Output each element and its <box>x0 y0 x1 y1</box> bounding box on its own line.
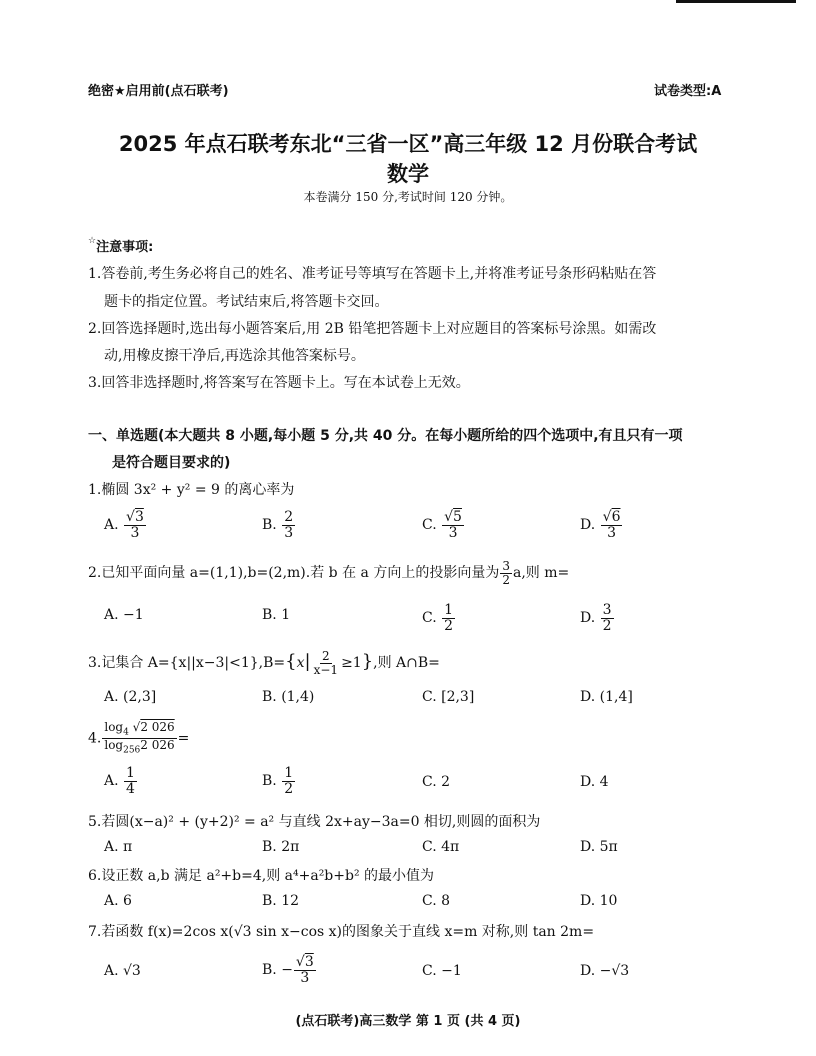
q4-option-b: B. $\frac{1}{2}$ <box>262 765 294 797</box>
q5-option-a: A. π <box>104 839 133 855</box>
q5-option-b: B. 2π <box>262 839 300 855</box>
question-5-stem: 5.若圆(x−a)² + (y+2)² = a² 与直线 2x+ay−3a=0 相切,则圆的面积为 <box>88 814 541 830</box>
q2-option-b: B. 1 <box>262 607 291 623</box>
q5-option-d: D. 5π <box>580 839 618 855</box>
q4-option-c: C. 2 <box>422 774 451 790</box>
q3-option-a: A. (2,3] <box>104 689 157 705</box>
q1-option-d: D. $\frac{√6}{3}$ <box>580 509 621 541</box>
q3-option-b: B. (1,4) <box>262 689 315 705</box>
notice-item: 2.回答选择题时,选出每小题答案后,用 2B 铅笔把答题卡上对应题目的答案标号涂黑。如需改 <box>88 321 657 337</box>
q6-option-a: A. 6 <box>104 893 132 909</box>
q2-option-d: D. $\frac{3}{2}$ <box>580 602 612 634</box>
section-heading: 一、单选题(本大题共 8 小题,每小题 5 分,共 40 分。在每小题所给的四个选项中,有且只有一项 <box>88 428 683 444</box>
question-2-stem: 2.已知平面向量 a=(1,1),b=(2,m).若 b 在 a 方向上的投影向量为 $\frac{3}{2}$ a,则 m= <box>88 559 570 587</box>
q7-option-b: B. − $\frac{√3}{3}$ <box>262 954 314 986</box>
q4-option-a: A. $\frac{1}{4}$ <box>104 765 135 797</box>
notice-item: 1.答卷前,考生务必将自己的姓名、准考证号等填写在答题卡上,并将准考证号条形码粘贴在答 <box>88 266 657 282</box>
q6-option-b: B. 12 <box>262 893 300 909</box>
q3-option-d: D. (1,4] <box>580 689 633 705</box>
question-4-stem: 4. $\frac{\log_4 √2 026}{\log_{256}2 026}$ = <box>88 720 190 756</box>
notice-item: 题卡的指定位置。考试结束后,将答题卡交回。 <box>104 294 389 310</box>
q6-option-d: D. 10 <box>580 893 618 909</box>
q1-option-b: B. $\frac{2}{3}$ <box>262 509 294 541</box>
page-title: 2025 年点石联考东北“三省一区”高三年级 12 月份联合考试 <box>118 132 698 156</box>
exam-info: 本卷满分 150 分,考试时间 120 分钟。 <box>303 190 513 204</box>
q2-option-a: A. −1 <box>104 607 144 623</box>
question-6-stem: 6.设正数 a,b 满足 a²+b=4,则 a⁴+a²b+b² 的最小值为 <box>88 868 435 884</box>
paper-type: 试卷类型:A <box>654 84 722 99</box>
notice-item: 动,用橡皮擦干净后,再选涂其他答案标号。 <box>104 348 365 364</box>
q5-option-c: C. 4π <box>422 839 460 855</box>
notice-item: 3.回答非选择题时,将答案写在答题卡上。写在本试卷上无效。 <box>88 375 470 391</box>
section-heading-cont: 是符合题目要求的) <box>112 455 231 471</box>
subject-title: 数学 <box>387 162 429 186</box>
star-icon: ☆ <box>88 236 97 246</box>
question-7-stem: 7.若函数 f(x)=2cos x(√3 sin x−cos x)的图象关于直线 x=m 对称,则 tan 2m= <box>88 924 595 940</box>
q7-option-d: D. −√3 <box>580 963 630 979</box>
confidential-label: 绝密★启用前(点石联考) <box>88 84 229 99</box>
q3-option-c: C. [2,3] <box>422 689 475 705</box>
q1-option-a: A. $\frac{√3}{3}$ <box>104 509 144 541</box>
q6-option-c: C. 8 <box>422 893 451 909</box>
question-1-stem: 1.椭圆 3x² + y² = 9 的离心率为 <box>88 482 295 498</box>
q7-option-a: A. √3 <box>104 963 141 979</box>
notice-heading: ☆注意事项: <box>88 236 154 255</box>
q4-option-d: D. 4 <box>580 774 609 790</box>
scan-mark <box>676 0 796 3</box>
page-footer: (点石联考)高三数学 第 1 页 (共 4 页) <box>295 1014 521 1029</box>
q7-option-c: C. −1 <box>422 963 462 979</box>
q2-option-c: C. $\frac{1}{2}$ <box>422 602 454 634</box>
q1-option-c: C. $\frac{√5}{3}$ <box>422 509 462 541</box>
question-3-stem: 3.记集合 A={x||x−3|<1},B={x| $\frac{2}{x-1}$ ≥1},则 A∩B= <box>88 649 440 677</box>
